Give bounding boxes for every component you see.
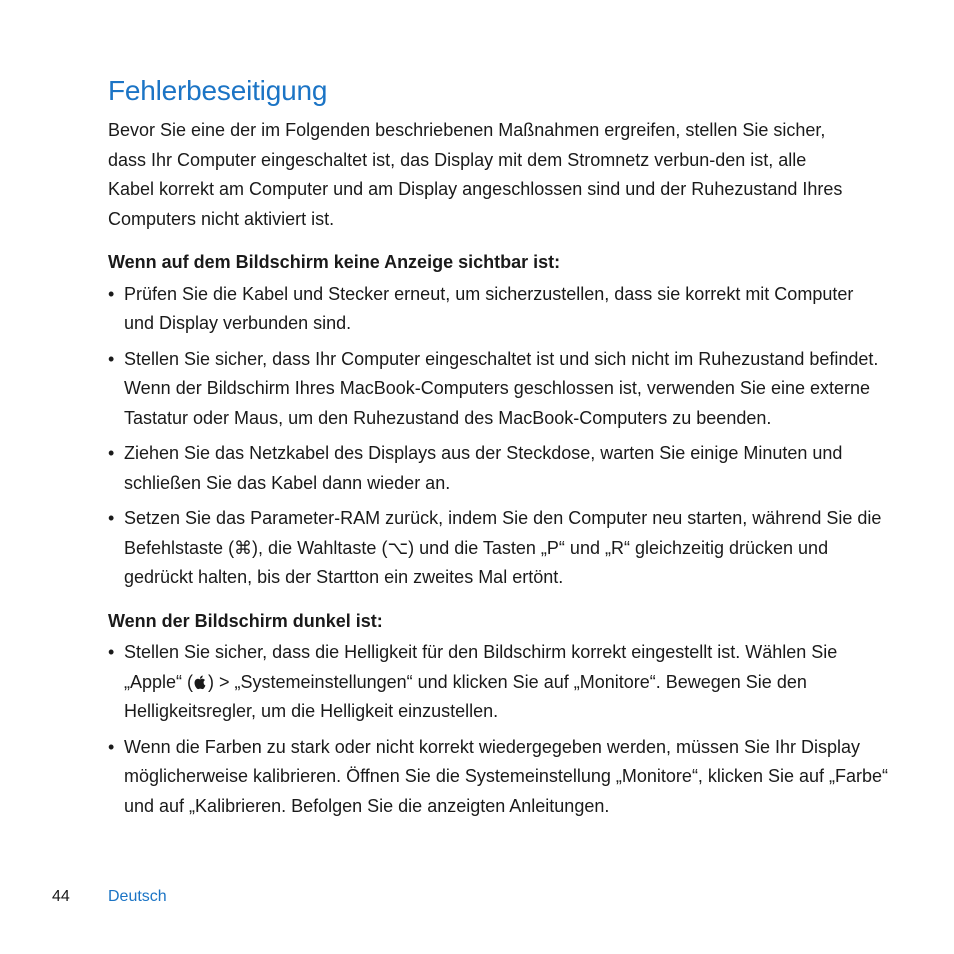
footer-language: Deutsch <box>108 888 167 905</box>
bullet-glyph: • <box>108 642 115 662</box>
bullet-list-dark-screen <box>108 638 888 821</box>
bullet-glyph: • <box>108 283 115 304</box>
list-item-text-before: Stellen Sie sicher, dass die Helligkeit für den Bildschirm korrekt eingestellt ist. Wählen Sie „Apple“ ( <box>124 642 838 692</box>
list-item-text: Wenn die Farben zu stark oder nicht korrekt wiedergegeben werden, müssen Sie Ihr Display möglicherweise kalibrieren. Öffnen Sie die Systemeinstellung „Monitore“, klicken Sie auf „Farbe“ und auf „Kalibrieren. Befolgen Sie die anzeigten Anleitungen. <box>124 736 889 816</box>
bullet-glyph: • <box>108 508 115 528</box>
list-item <box>108 638 888 727</box>
list-item <box>108 345 888 434</box>
page-title: Fehlerbeseitigung <box>108 75 328 106</box>
list-item-text-after: ) > „Systemeinstellungen“ und klicken Sie auf „Monitore“. Bewegen Sie den Helligkeitsregler, um die Helligkeit einzustellen. <box>124 671 807 721</box>
list-item <box>108 504 888 593</box>
apple-logo-icon <box>193 674 208 690</box>
bullet-list-no-display <box>108 280 888 593</box>
list-item-text: Setzen Sie das Parameter-RAM zurück, indem Sie den Computer neu starten, während Sie die Befehlstaste (⌘), die Wahltaste (⌥) und die Tasten „P“ und „R“ gleichzeitig drücken und gedrückt halten, bis der Startton ein zweites Mal ertönt. <box>124 508 882 587</box>
list-item-text: Stellen Sie sicher, dass Ihr Computer eingeschaltet ist und sich nicht im Ruhezustand befindet. Wenn der Bildschirm Ihres MacBook-Computers geschlossen ist, verwenden Sie eine externe Tastatur oder Maus, um den Ruhezustand des MacBook-Computers zu beenden. <box>124 348 879 428</box>
list-item <box>108 280 888 339</box>
page-content <box>108 72 888 827</box>
section-heading-no-display: Wenn auf dem Bildschirm keine Anzeige sichtbar ist: <box>108 252 561 272</box>
list-item <box>108 439 888 498</box>
list-item-text: Prüfen Sie die Kabel und Stecker erneut, um sicherzustellen, dass sie korrekt mit Computer und Display verbunden sind. <box>124 283 854 333</box>
list-item-text: Ziehen Sie das Netzkabel des Displays aus der Steckdose, warten Sie einige Minuten und schließen Sie das Kabel dann wieder an. <box>124 443 843 493</box>
list-item <box>108 733 888 822</box>
bullet-glyph: • <box>108 736 115 757</box>
bullet-glyph: • <box>108 348 115 369</box>
intro-paragraph: Bevor Sie eine der im Folgenden beschriebenen Maßnahmen ergreifen, stellen Sie sicher, dass Ihr Computer eingeschaltet ist, das Display mit dem Stromnetz verbun-den ist, alle Kabel korrekt am Computer und am Display angeschlossen sind und der Ruhezustand Ihres Computers nicht aktiviert ist. <box>108 120 843 229</box>
page-footer <box>52 886 167 908</box>
page-number: 44 <box>52 888 70 905</box>
section-heading-dark-screen: Wenn der Bildschirm dunkel ist: <box>108 610 383 631</box>
bullet-glyph: • <box>108 443 115 463</box>
